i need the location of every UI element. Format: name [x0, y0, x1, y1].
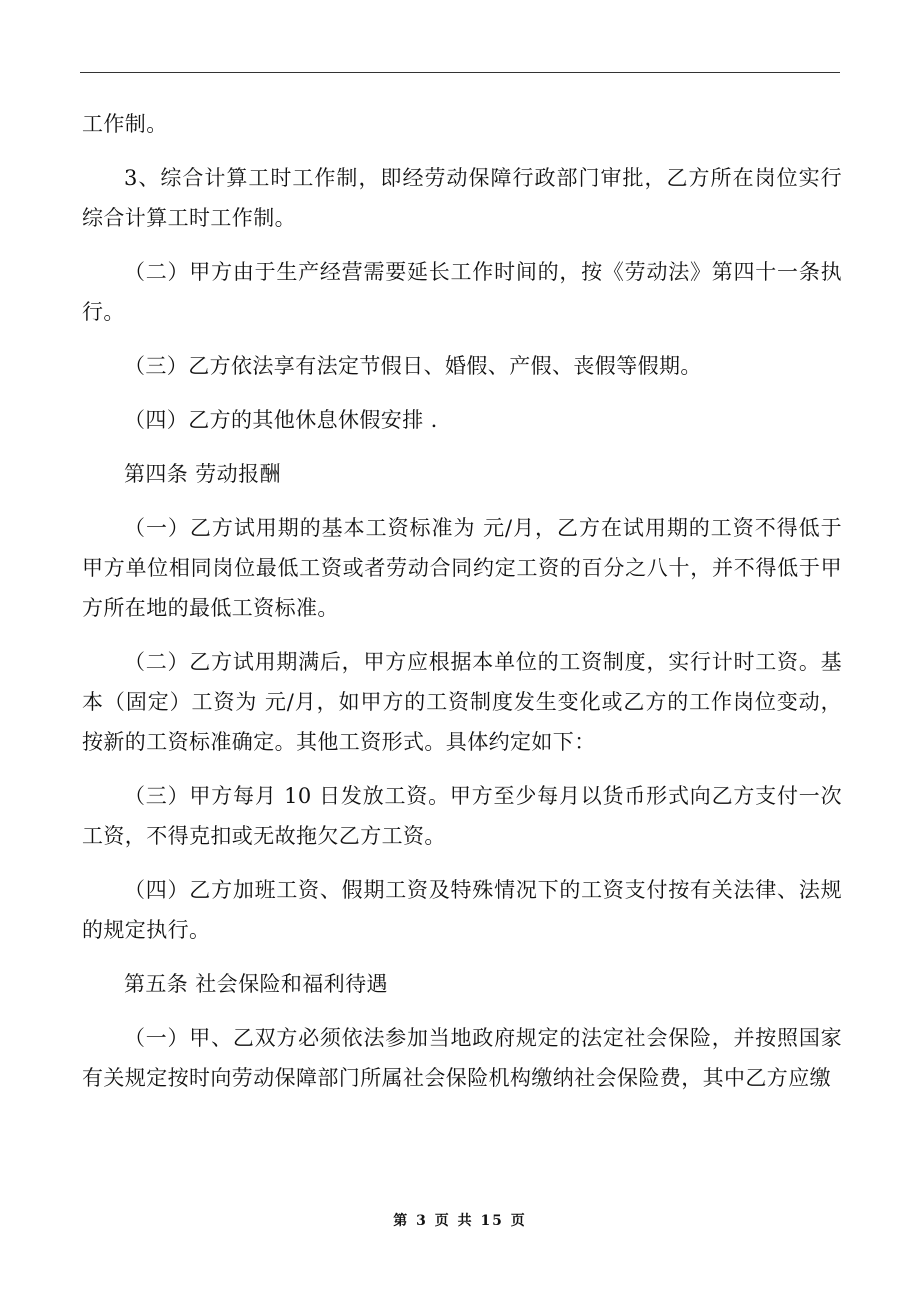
paragraph: （四）乙方加班工资、假期工资及特殊情况下的工资支付按有关法律、法规的规定执行。 [82, 878, 842, 942]
section-heading: 第五条 社会保险和福利待遇 [124, 972, 388, 996]
paragraph: （一）乙方试用期的基本工资标准为 元/月，乙方在试用期的工资不得低于甲方单位相同岗位最低工资或者劳动合同约定工资的百分之八十，并不得低于甲方所在地的最低工资标准。 [82, 516, 842, 620]
paragraph: （一）甲、乙双方必须依法参加当地政府规定的法定社会保险，并按照国家有关规定按时向劳动保障部门所属社会保险机构缴纳社会保险费，其中乙方应缴 [82, 1026, 842, 1090]
paragraph: （三）甲方每月 10 日发放工资。甲方至少每月以货币形式向乙方支付一次工资，不得克扣或无故拖欠乙方工资。 [82, 784, 842, 848]
paragraph: （二）甲方由于生产经营需要延长工作时间的，按《劳动法》第四十一条执行。 [82, 260, 842, 324]
paragraph: （四）乙方的其他休息休假安排 . [124, 408, 438, 432]
document-body [82, 104, 842, 1112]
paragraph: （三）乙方依法享有法定节假日、婚假、产假、丧假等假期。 [124, 354, 702, 378]
header-rule [80, 72, 840, 73]
page-footer: 第 3 页 共 15 页 [393, 1213, 527, 1229]
section-heading: 第四条 劳动报酬 [124, 462, 281, 486]
paragraph: 工作制。 [82, 112, 168, 136]
paragraph: 3、综合计算工时工作制，即经劳动保障行政部门审批，乙方所在岗位实行综合计算工时工作制。 [82, 166, 842, 230]
paragraph: （二）乙方试用期满后，甲方应根据本单位的工资制度，实行计时工资。基本（固定）工资为 元/月，如甲方的工资制度发生变化或乙方的工作岗位变动，按新的工资标准确定。其他工资形式。具体约定如下： [82, 650, 842, 754]
